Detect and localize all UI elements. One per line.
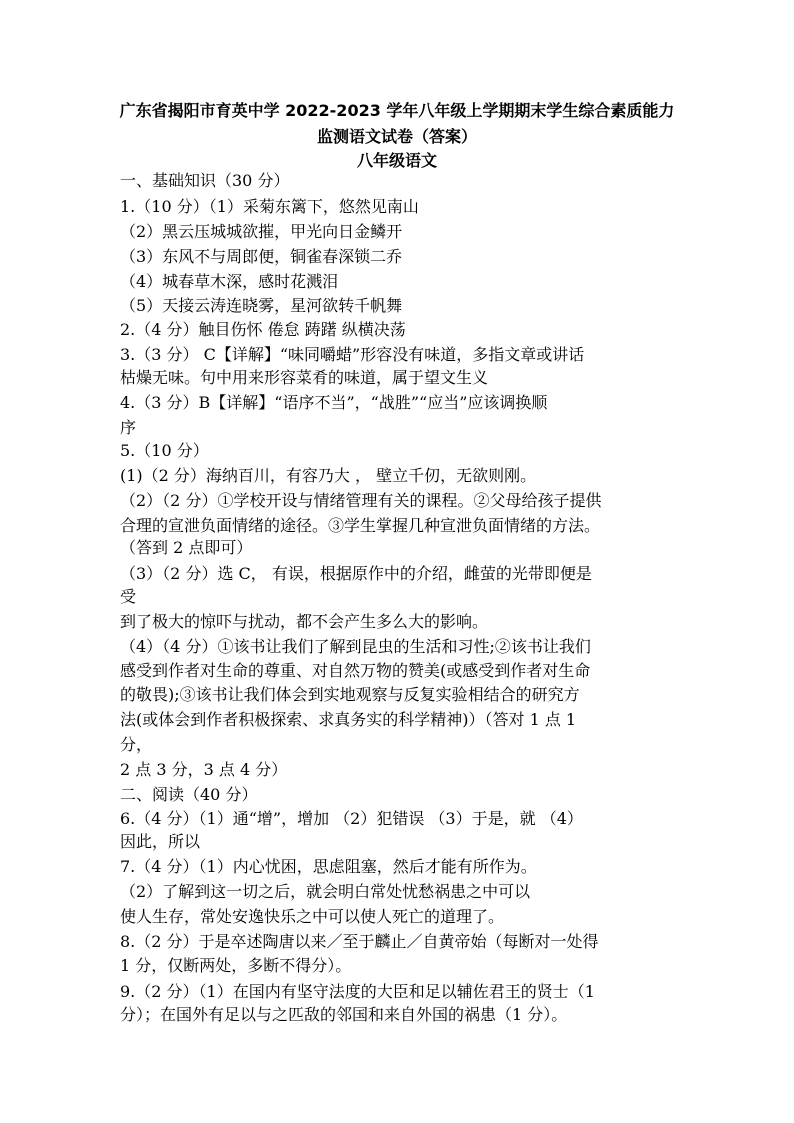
text-line: 合理的宣泄负面情绪的途径。③学生掌握几种宣泄负面情绪的方法。 (120, 516, 601, 535)
text-line: 8.（2 分）于是卒述陶唐以来／至于麟止／自黄帝始（每断对一处得 (120, 932, 599, 951)
text-line: （2）黑云压城城欲摧，甲光向日金鳞开 (120, 222, 403, 241)
text-line: 3.（3 分） C【详解】“味同嚼蜡”形容没有味道，多指文章或讲话 (120, 345, 585, 364)
text-line: 法(或体会到作者积极探索、求真务实的科学精神)）（答对 1 点 1 (120, 710, 577, 729)
text-line: 到了极大的惊吓与扰动，都不会产生多么大的影响。 (120, 612, 489, 631)
text-line: 分， (120, 735, 153, 754)
text-line: 一、基础知识（30 分） (120, 171, 290, 190)
text-line: （3）东风不与周郎便，铜雀春深锁二乔 (120, 247, 403, 266)
text-line: 9.（2 分）（1）在国内有坚守法度的大臣和足以辅佐君王的贤士（1 (120, 982, 595, 1001)
text-line: （4）（4 分）①该书让我们了解到昆虫的生活和习性;②该书让我们 (120, 637, 591, 656)
text-line: 6.（4 分）（1）通“增”，增加 （2）犯错误 （3）于是，就 （4） (120, 809, 583, 828)
text-line: 因此，所以 (120, 832, 201, 851)
text-line: 2 点 3 分，3 点 4 分） (120, 760, 288, 779)
text-line: 枯燥无味。句中用来形容菜肴的味道，属于望文生义 (120, 368, 489, 387)
text-line: (1)（2 分）海纳百川，有容乃大 ， 壁立千仞，无欲则刚。 (120, 466, 537, 485)
text-line: 受 (120, 587, 137, 606)
text-line: 二、阅读（40 分） (120, 785, 258, 804)
text-line: 分）；在国外有足以与之匹敌的邻国和来自外国的祸患（1 分）。 (120, 1005, 568, 1024)
text-line: （答到 2 点即可） (120, 538, 253, 557)
document-title-line-1: 广东省揭阳市育英中学 2022-2023 学年八年级上学期期末学生综合素质能力 (119, 101, 675, 120)
document-subtitle: 八年级语文 (356, 151, 437, 170)
text-line: 感受到作者对生命的尊重、对自然万物的赞美(或感受到作者对生命 (120, 661, 591, 680)
text-line: 2.（4 分）触目伤怀 倦怠 踌躇 纵横决荡 (120, 320, 406, 339)
text-line: 1 分，仅断两处，多断不得分）。 (120, 956, 352, 975)
text-line: 7.（4 分）（1）内心忧困，思虑阻塞，然后才能有所作为。 (120, 857, 537, 876)
text-line: 4.（3 分）B【详解】“语序不当”，“战胜”“应当”应该调换顺 (120, 393, 548, 412)
text-line: （3）（2 分）选 C， 有误，根据原作中的介绍，雌萤的光带即便是 (120, 564, 592, 583)
text-line: 序 (120, 418, 137, 437)
text-line: （5）天接云涛连晓雾，星河欲转千帆舞 (120, 296, 403, 315)
text-line: （4）城春草木深，感时花溅泪 (120, 272, 339, 291)
document-title-line-2: 监测语文试卷（答案） (316, 127, 477, 146)
text-line: 的敬畏);③该书让我们体会到实地观察与反复实验相结合的研究方 (120, 685, 580, 704)
text-line: 5.（10 分） (120, 441, 209, 460)
text-line: （2）了解到这一切之后，就会明白常处忧愁祸患之中可以 (120, 882, 531, 901)
text-line: （2）（2 分）①学校开设与情绪管理有关的课程。②父母给孩子提供 (120, 491, 602, 510)
text-line: 1.（10 分）（1）采菊东篱下，悠然见南山 (120, 197, 419, 216)
text-line: 使人生存，常处安逸快乐之中可以使人死亡的道理了。 (120, 907, 505, 926)
